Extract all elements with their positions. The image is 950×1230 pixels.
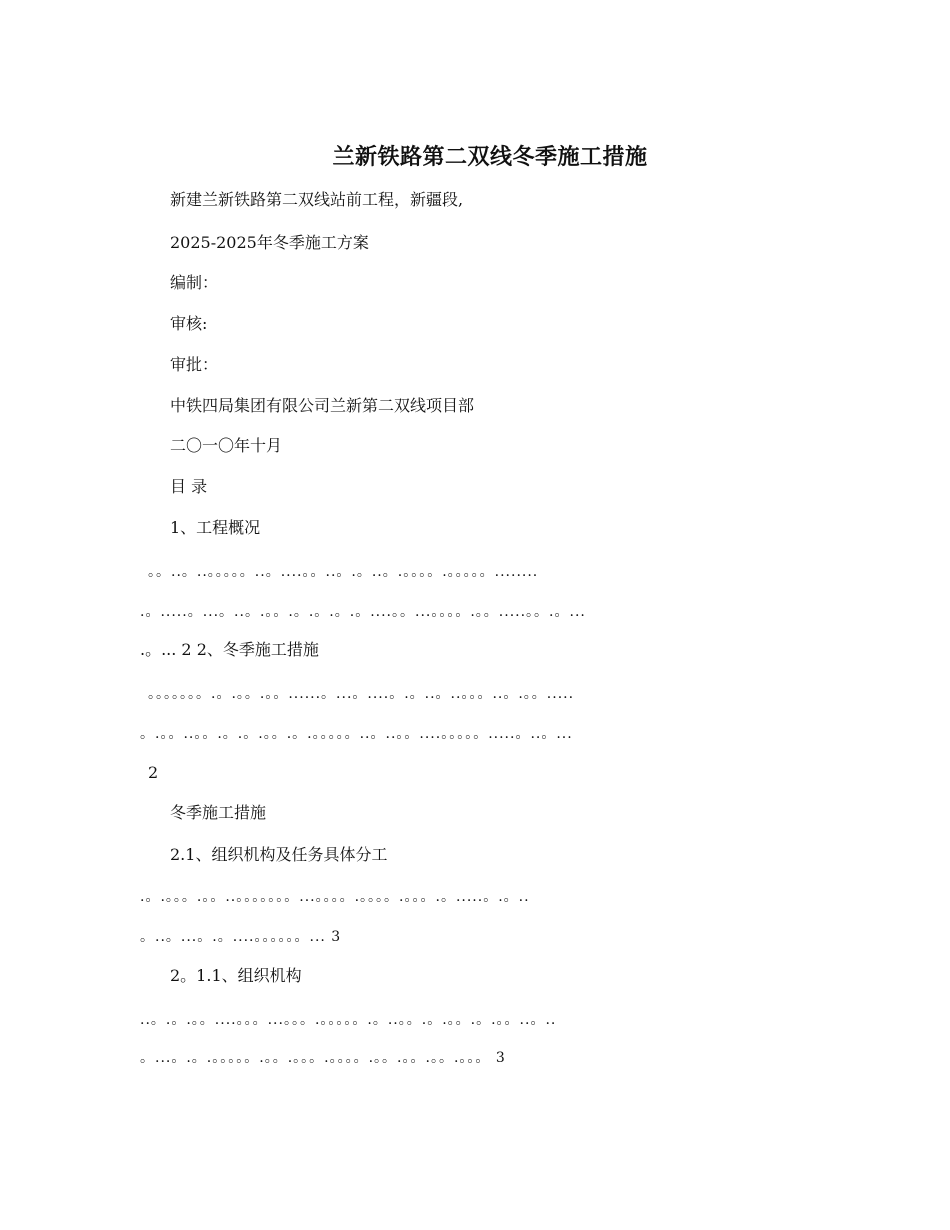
- toc-entry-1-page-and-entry-2-title: .。... 2 2、冬季施工措施: [140, 640, 319, 659]
- compiled-by-label: 编制：: [170, 273, 219, 292]
- reviewed-by-label: 审核:: [170, 314, 208, 333]
- toc-entry-4-leader: ..。.。.。。....。。。...。。。.。。。。。.。..。。.。.。。.。.。。..。..: [140, 1012, 557, 1028]
- toc-entry-4-title: 2。1.1、组织机构: [170, 966, 302, 985]
- toc-entry-1-leader: .。.....。...。..。.。。.。.。.。.。....。。...。。。。.。。.....。。.。...: [140, 604, 586, 620]
- organization-name: 中铁四局集团有限公司兰新第二双线项目部: [170, 396, 475, 415]
- approved-by-label: 审批：: [170, 355, 219, 374]
- document-date: 二〇一〇年十月: [170, 436, 283, 455]
- section-heading: 冬季施工措施: [170, 803, 267, 822]
- toc-entry-1-title: 1、工程概况: [170, 518, 261, 537]
- toc-entry-3-leader: .。.。。。.。。..。。。。。。。...。。。。.。。。。.。。。.。.....。.。..: [140, 889, 530, 905]
- toc-entry-1-leader: 。。..。..。。。。。..。....。。..。.。..。.。。。。.。。。。。........: [148, 564, 539, 580]
- toc-entry-4-leader-and-page: 。...。.。.。。。。。.。。.。。。.。。。。.。。.。。.。。.。。。 3: [140, 1050, 506, 1066]
- toc-entry-2-leader: 。。。。。。。.。.。。.。。......。...。....。.。..。..。。。..。.。。.....: [148, 686, 575, 702]
- document-title: 兰新铁路第二双线冬季施工措施: [332, 144, 648, 170]
- toc-entry-2-page: 2: [148, 763, 159, 782]
- toc-entry-3-leader-and-page: 。..。...。.。....。。。。。。... 3: [140, 929, 342, 945]
- toc-heading: 目 录: [170, 477, 208, 496]
- toc-entry-2-leader: 。.。。..。。.。.。.。。.。.。。。。。..。..。。....。。。。。.....。..。...: [140, 726, 573, 742]
- project-line: 新建兰新铁路第二双线站前工程，新疆段,: [170, 190, 464, 209]
- toc-entry-3-title: 2.1、组织机构及任务具体分工: [170, 845, 388, 864]
- plan-name: 2025-2025年冬季施工方案: [170, 233, 369, 252]
